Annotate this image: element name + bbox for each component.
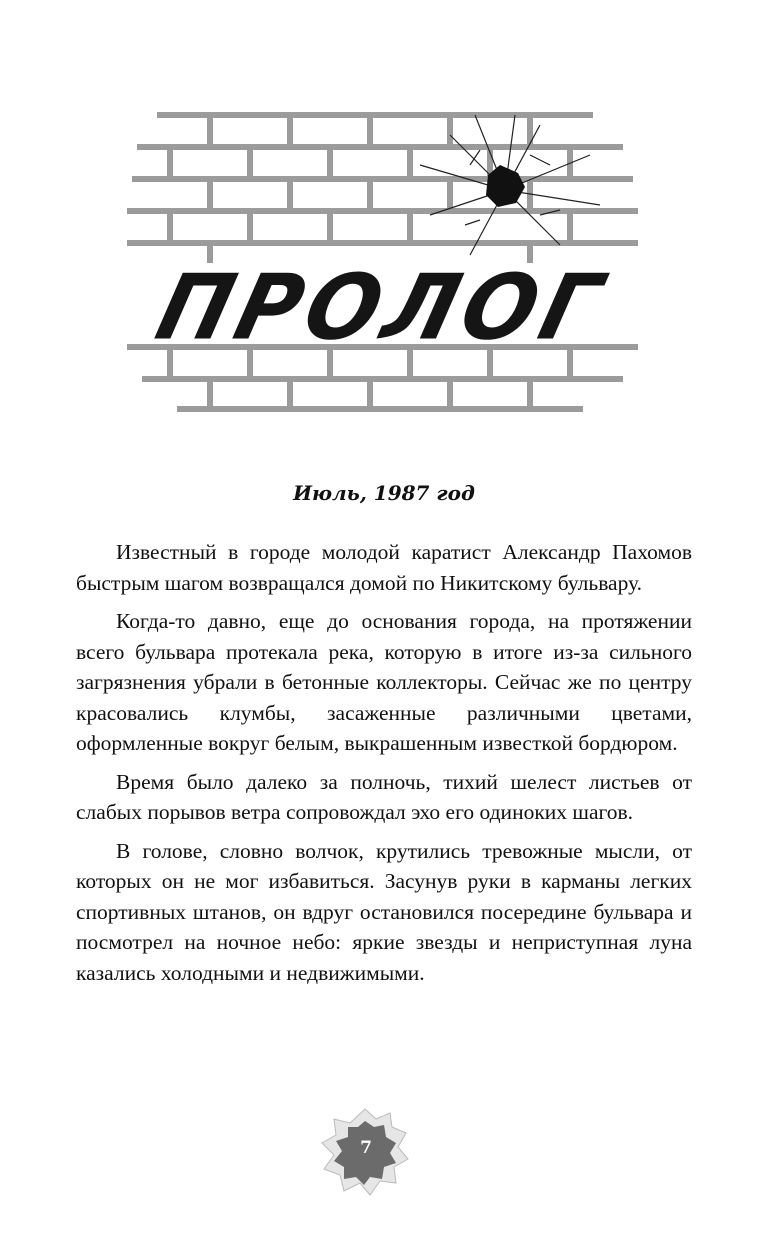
page-number: 7 bbox=[360, 1138, 372, 1158]
body-text bbox=[76, 537, 692, 996]
paragraph-3: Время было далеко за полночь, тихий шелест листьев от слабых порывов ветра сопровождал эхо его одиноких шагов. bbox=[76, 769, 692, 824]
chapter-date: Июль, 1987 год bbox=[293, 481, 475, 505]
paragraph-2: Когда-то давно, еще до основания города, на протяжении всего бульвара протекала река, которую в итоге из-за сильного загрязнения убрали в бетонные коллекторы. Сейчас же по центру красовались клумбы, засаженные различными цветами, оформленные вокруг белым, выкрашенным известкой бордюром. bbox=[76, 609, 692, 755]
paragraph-1: Известный в городе молодой каратист Александр Пахомов быстрым шагом возвращался домой по Никитскому бульвару. bbox=[76, 540, 692, 595]
chapter-title: ПРОЛОГ bbox=[146, 255, 617, 361]
paragraph-4: В голове, словно волчок, крутились тревожные мысли, от которых он не мог избавиться. Засунув руки в карманы легких спортивных штанов, он вдруг остановился посередине бульвара и посмотрел на ночное небо: яркие звезды и неприступная луна казались холодными и недвижимыми. bbox=[76, 838, 692, 985]
